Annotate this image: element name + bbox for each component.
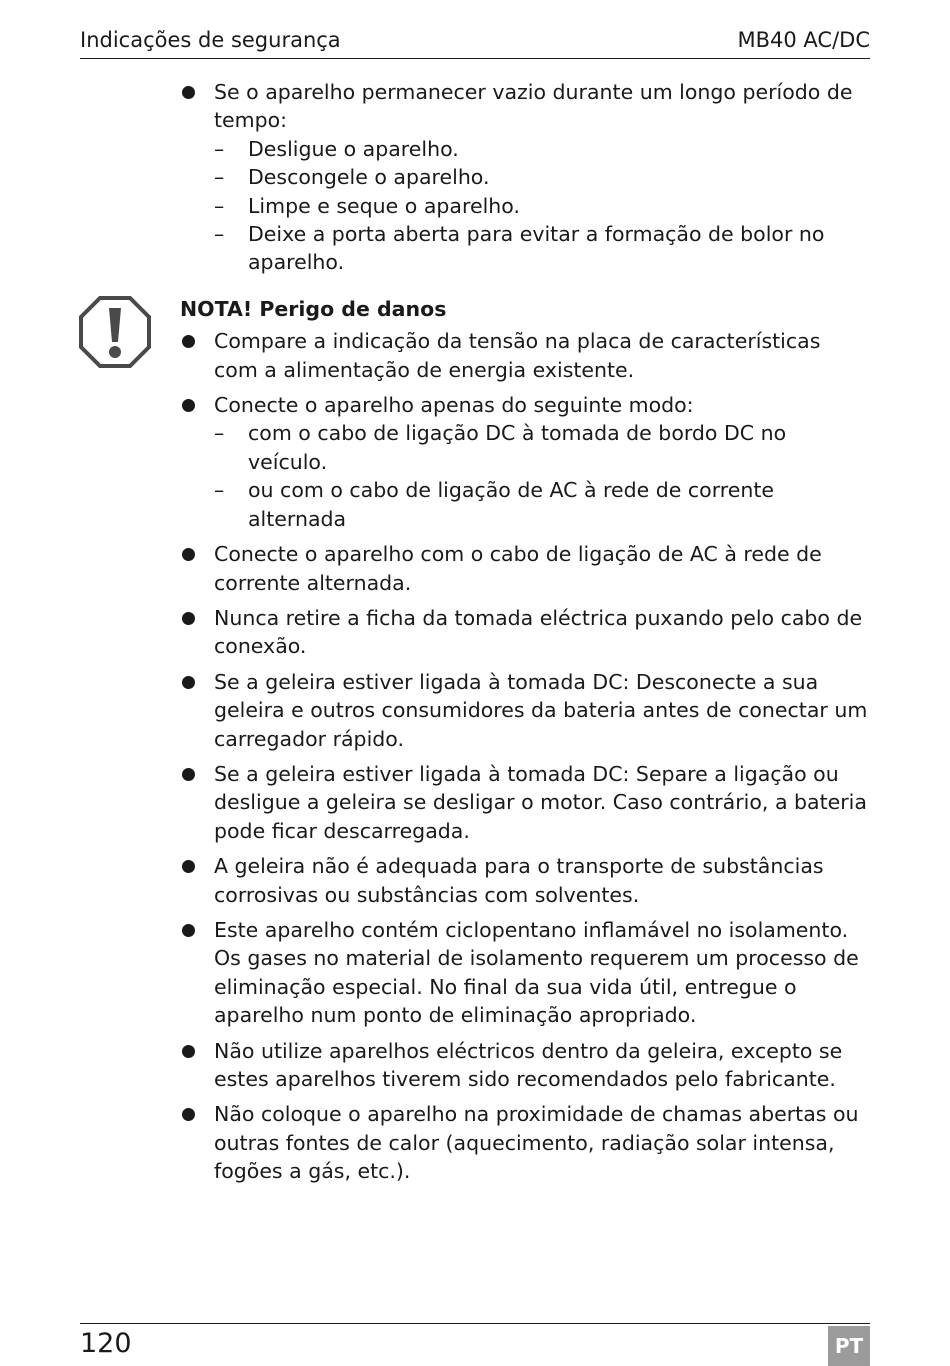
bullet-text: Se a geleira estiver ligada à tomada DC: Separe a ligação ou desligue a geleira se desligar o motor. Caso contrário, a bateria pode ficar descarregada. — [214, 761, 867, 843]
bullet-icon — [182, 1045, 195, 1058]
sub-item-text: Desligue o aparelho. — [248, 136, 459, 161]
sub-item-text: com o cabo de ligação DC à tomada de bordo DC no veículo. — [248, 421, 787, 474]
warning-octagon-icon — [79, 296, 151, 368]
list-item — [180, 604, 870, 661]
list-item — [180, 1037, 870, 1094]
bullet-text: Se o aparelho permanecer vazio durante um longo período de tempo: — [214, 80, 853, 133]
bullet-icon — [182, 860, 195, 873]
list-item — [180, 1100, 870, 1185]
sub-item-text: Limpe e seque o aparelho. — [248, 193, 520, 218]
bullet-text: A geleira não é adequada para o transporte de substâncias corrosivas ou substâncias com solventes. — [214, 854, 824, 907]
sub-list-item: – Desligue o aparelho. — [214, 136, 459, 161]
sub-list-item: – Descongele o aparelho. — [214, 165, 490, 190]
sub-item-text: Descongele o aparelho. — [248, 165, 490, 190]
list-item — [180, 540, 870, 597]
bullet-text: Este aparelho contém ciclopentano inflamável no isolamento. Os gases no material de isolamento requerem um processo de eliminação especial. No final da sua vida útil, entregue o aparelho num ponto de eliminação apropriado. — [214, 917, 859, 1028]
sub-list-item: – ou com o cabo de ligação de AC à rede de corrente alternada — [214, 478, 775, 531]
bullet-text: Compare a indicação da tensão na placa de características com a alimentação de energia existente. — [214, 329, 821, 382]
list-item — [180, 760, 870, 845]
bullet-icon — [182, 768, 195, 781]
section-title: Indicações de segurança — [80, 28, 341, 52]
sub-list-item: – com o cabo de ligação DC à tomada de bordo DC no veículo. — [214, 421, 787, 474]
bullet-icon — [182, 924, 195, 937]
bullet-icon — [182, 86, 195, 99]
sub-item-text: Deixe a porta aberta para evitar a formação de bolor no aparelho. — [248, 222, 825, 275]
bullet-text: Não coloque o aparelho na proximidade de chamas abertas ou outras fontes de calor (aquecimento, radiação solar intensa, fogões a gás, etc.). — [214, 1102, 859, 1184]
bullet-text: Nunca retire a ficha da tomada eléctrica puxando pelo cabo de conexão. — [214, 605, 863, 659]
bullet-icon — [182, 548, 195, 561]
list-item — [180, 668, 870, 753]
list-item — [180, 852, 870, 909]
sub-list-item: – Deixe a porta aberta para evitar a formação de bolor no aparelho. — [214, 222, 825, 275]
note-title: NOTA! Perigo de danos — [180, 296, 447, 321]
bullet-icon — [182, 676, 195, 689]
bullet-icon — [182, 399, 195, 412]
bullet-text: Conecte o aparelho apenas do seguinte modo: — [214, 393, 694, 418]
page-header — [80, 28, 870, 59]
sub-item-text: ou com o cabo de ligação de AC à rede de corrente alternada — [248, 478, 775, 531]
bullet-text: Não utilize aparelhos eléctricos dentro da geleira, excepto se estes aparelhos tiverem sido recomendados pelo fabricante. — [214, 1038, 843, 1091]
sub-list-item: – Limpe e seque o aparelho. — [214, 193, 520, 218]
bullet-text: Se a geleira estiver ligada à tomada DC: Desconecte a sua geleira e outros consumidores da bateria antes de conectar um carregador rápido. — [214, 669, 868, 751]
bullet-icon — [182, 1108, 195, 1121]
bullet-icon — [182, 335, 195, 348]
list-item — [180, 327, 870, 384]
list-item — [180, 78, 870, 135]
main-content — [180, 78, 870, 1186]
bullet-text: Conecte o aparelho com o cabo de ligação de AC à rede de corrente alternada. — [214, 542, 822, 595]
page-footer — [80, 1323, 870, 1366]
page-number: 120 — [80, 1328, 132, 1359]
bullet-icon — [182, 612, 195, 625]
model-name: MB40 AC/DC — [737, 28, 870, 52]
language-badge: PT — [828, 1326, 870, 1366]
list-item — [180, 916, 870, 1030]
list-item — [180, 391, 870, 419]
